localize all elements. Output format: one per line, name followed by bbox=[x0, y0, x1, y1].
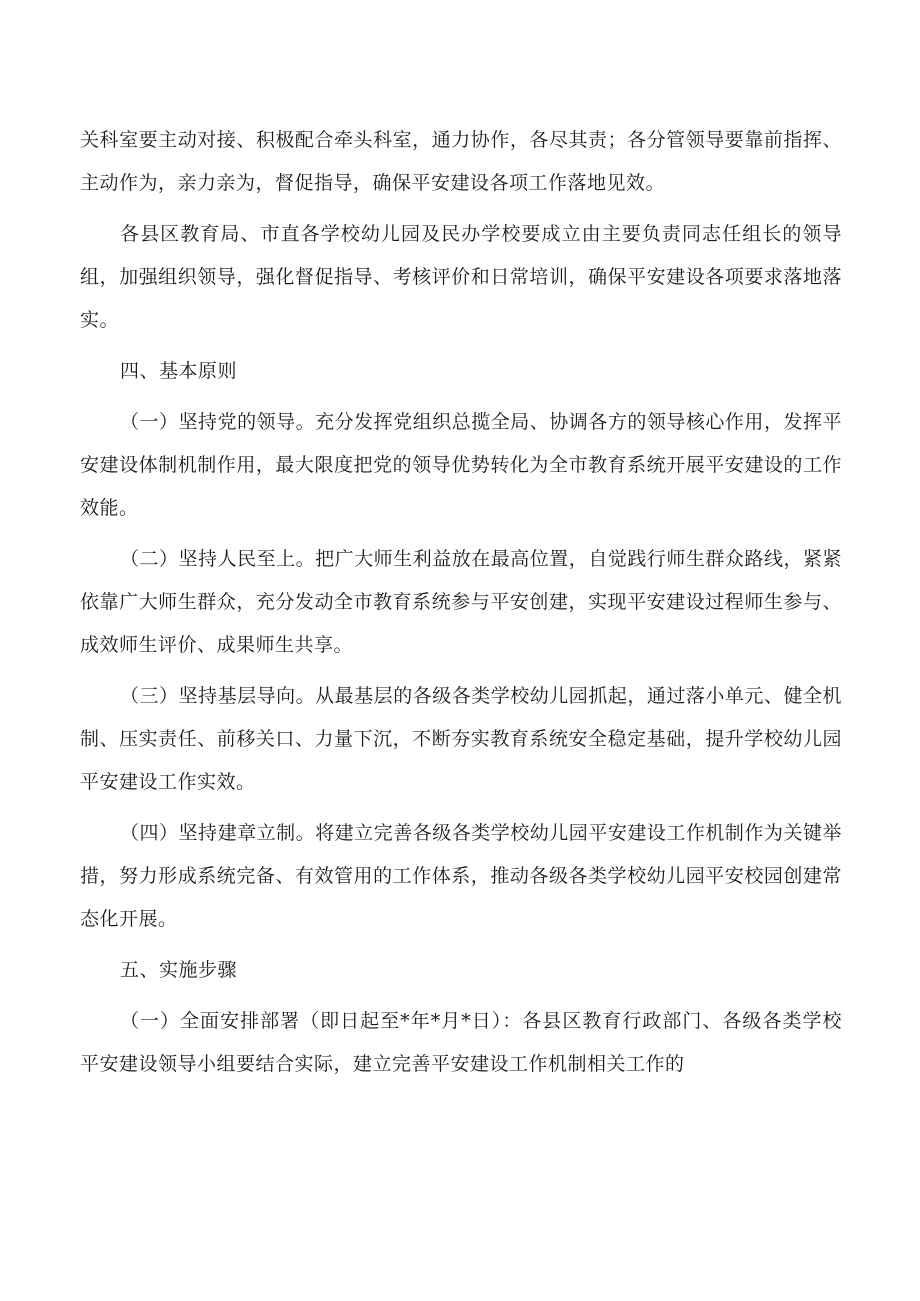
paragraph-leadership-group: 各县区教育局、市直各学校幼儿园及民办学校要成立由主要负责同志任组长的领导组，加强组织领导，强化督促指导、考核评价和日常培训，确保平安建设各项要求落地落实。 bbox=[80, 223, 842, 331]
section-heading-basic-principles: 四、基本原则 bbox=[120, 360, 238, 382]
document-body bbox=[80, 119, 842, 1086]
paragraph-principle-3: （三）坚持基层导向。从最基层的各级各类学校幼儿园抓起，通过落小单元、健全机制、压实责任、前移关口、力量下沉，不断夯实教育系统安全稳定基础，提升学校幼儿园平安建设工作实效。 bbox=[80, 685, 842, 793]
section-heading-implementation-steps: 五、实施步骤 bbox=[120, 959, 238, 981]
paragraph-step-1: （一）全面安排部署（即日起至*年*月*日）：各县区教育行政部门、各级各类学校平安建设领导小组要结合实际，建立完善平安建设工作机制相关工作的 bbox=[80, 1010, 842, 1075]
paragraph-continuation: 关科室要主动对接、积极配合牵头科室，通力协作，各尽其责；各分管领导要靠前指挥、主动作为，亲力亲为，督促指导，确保平安建设各项工作落地见效。 bbox=[80, 129, 842, 194]
paragraph-principle-1: （一）坚持党的领导。充分发挥党组织总揽全局、协调各方的领导核心作用，发挥平安建设体制机制作用，最大限度把党的领导优势转化为全市教育系统开展平安建设的工作效能。 bbox=[80, 411, 842, 519]
paragraph-principle-2: （二）坚持人民至上。把广大师生利益放在最高位置，自觉践行师生群众路线，紧紧依靠广大师生群众，充分发动全市教育系统参与平安创建，实现平安建设过程师生参与、成效师生评价、成果师生共享。 bbox=[80, 548, 842, 656]
paragraph-principle-4: （四）坚持建章立制。将建立完善各级各类学校幼儿园平安建设工作机制作为关键举措，努力形成系统完备、有效管用的工作体系，推动各级各类学校幼儿园平安校园创建常态化开展。 bbox=[80, 822, 842, 930]
